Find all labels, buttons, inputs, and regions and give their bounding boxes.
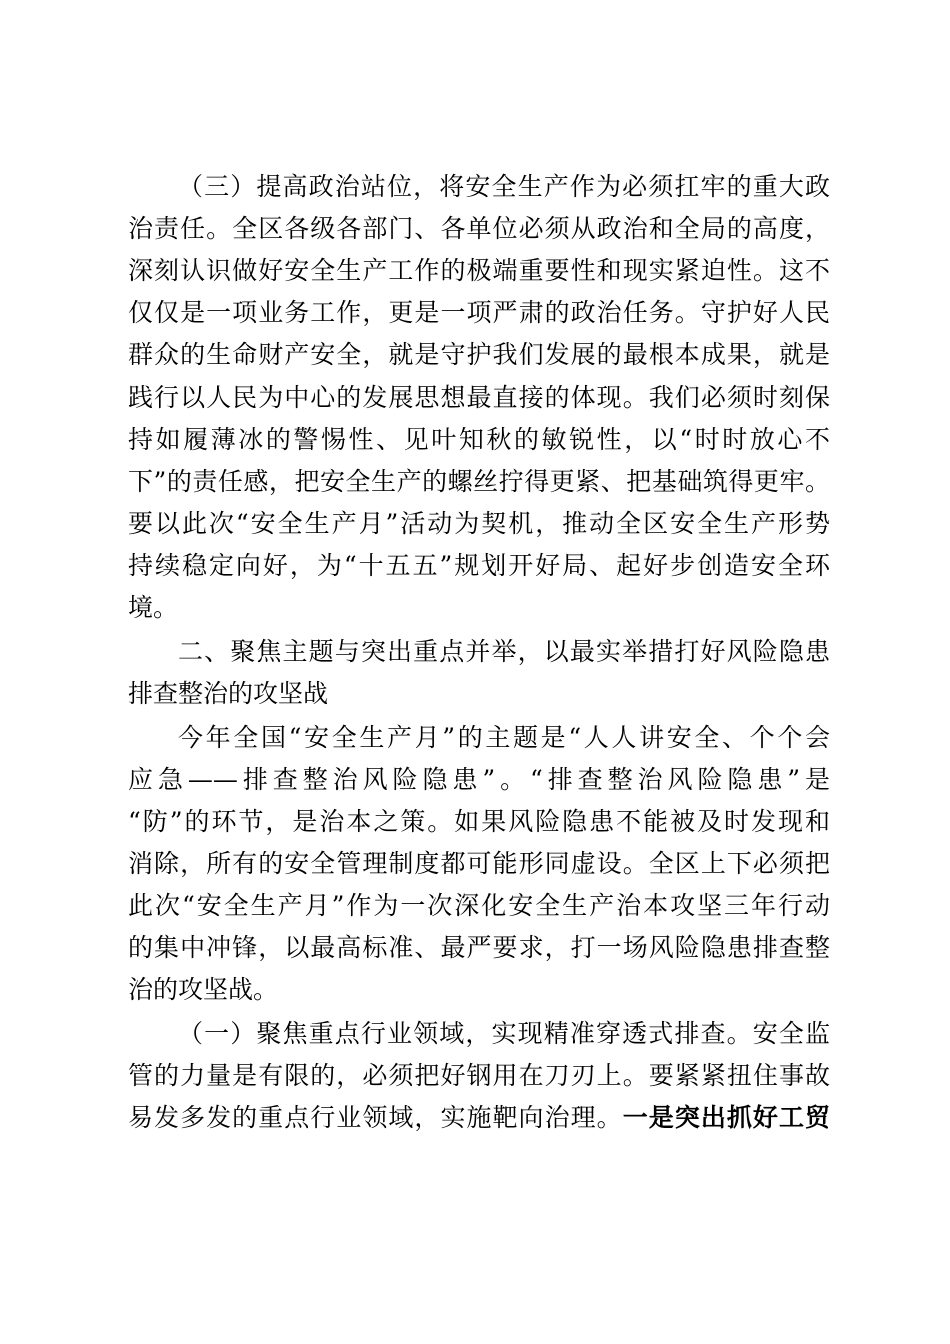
bold-emphasis-text: 一是突出抓好工贸: [622, 1103, 830, 1132]
paragraph-line: “防”的环节，是治本之策。如果风险隐患不能被及时发现和: [128, 807, 830, 836]
paragraph-line: 此次“安全生产月”作为一次深化安全生产治本攻坚三年行动: [128, 891, 830, 920]
paragraph-line: 治的攻坚战。: [128, 975, 279, 1004]
paragraph-line: （一）聚焦重点行业领域，实现精准穿透式排查。安全监: [178, 1019, 830, 1048]
paragraph-line: 下”的责任感，把安全生产的螺丝拧得更紧、把基础筑得更牢。: [128, 467, 830, 496]
section-heading-line: 二、聚焦主题与突出重点并举，以最实举措打好风险隐患: [178, 637, 830, 666]
paragraph-line: 仅仅是一项业务工作，更是一项严肃的政治任务。守护好人民: [128, 298, 830, 327]
paragraph-line: 治责任。全区各级各部门、各单位必须从政治和全局的高度，: [128, 214, 830, 243]
paragraph-line: （三）提高政治站位，将安全生产作为必须扛牢的重大政: [178, 172, 830, 201]
paragraph-line: 应急——排查整治风险隐患”。“排查整治风险隐患”是: [128, 765, 830, 794]
section-heading-line: 排查整治的攻坚战: [128, 679, 329, 708]
paragraph-line: 持如履薄冰的警惕性、见叶知秋的敏锐性，以“时时放心不: [128, 425, 830, 454]
paragraph-line: 深刻认识做好安全生产工作的极端重要性和现实紧迫性。这不: [128, 256, 830, 285]
paragraph-line: 管的力量是有限的，必须把好钢用在刀刃上。要紧紧扭住事故: [128, 1061, 830, 1090]
paragraph-line: 消除，所有的安全管理制度都可能形同虚设。全区上下必须把: [128, 849, 830, 878]
paragraph-text: 易发多发的重点行业领域，实施靶向治理。: [128, 1103, 623, 1132]
paragraph-line: 践行以人民为中心的发展思想最直接的体现。我们必须时刻保: [128, 383, 830, 412]
paragraph-line: 要以此次“安全生产月”活动为契机，推动全区安全生产形势: [128, 509, 830, 538]
paragraph-line: 境。: [128, 593, 179, 622]
paragraph-line: 持续稳定向好，为“十五五”规划开好局、起好步创造安全环: [128, 551, 830, 580]
paragraph-line: 群众的生命财产安全，就是守护我们发展的最根本成果，就是: [128, 340, 830, 369]
paragraph-line: 的集中冲锋，以最高标准、最严要求，打一场风险隐患排查整: [128, 933, 830, 962]
paragraph-line-mixed: [128, 1103, 830, 1133]
paragraph-line: 今年全国“安全生产月”的主题是“人人讲安全、个个会: [178, 723, 830, 752]
